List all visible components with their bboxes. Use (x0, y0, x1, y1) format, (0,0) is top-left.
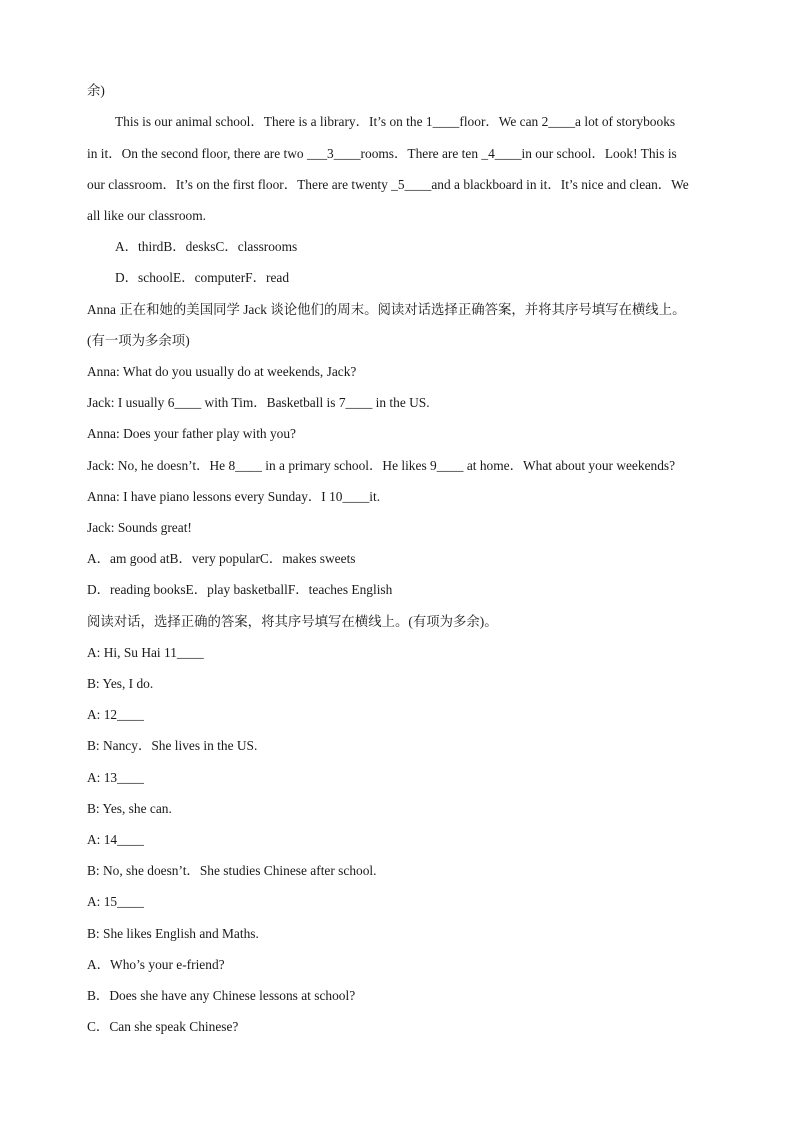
passage-line: This is our animal school．There is a library．It’s on the 1____floor．We can 2____a lot of storybooks (115, 114, 676, 129)
option-line: A．Who’s your e-friend? (87, 957, 225, 972)
option-line: A．thirdB．desksC．classrooms (115, 239, 298, 254)
dialogue-line: Jack: No, he doesn’t．He 8____ in a primary school．He likes 9____ at home．What about your weekends? (87, 458, 676, 473)
dialogue-line: Anna: I have piano lessons every Sunday．I 10____it. (87, 489, 381, 504)
dialogue-line: A: 14____ (87, 832, 144, 847)
dialogue-line: Anna: What do you usually do at weekends, Jack? (87, 364, 357, 379)
option-line: D．schoolE．computerF．read (115, 270, 290, 285)
dialogue-line: B: Yes, I do. (87, 676, 154, 691)
passage-line: our classroom．It’s on the first floor．There are twenty _5____and a blackboard in it．It’s nice and clean．We (87, 177, 689, 192)
dialogue-line: A: Hi, Su Hai 11____ (87, 645, 204, 660)
option-line: D．reading booksE．play basketballF．teaches English (87, 582, 393, 597)
dialogue-line: A: 13____ (87, 770, 144, 785)
instruction-line: 阅读对话，选择正确的答案，将其序号填写在横线上。(有项为多余)。 (87, 614, 498, 629)
option-line: A．am good atB．very popularC．makes sweets (87, 551, 356, 566)
dialogue-line: B: She likes English and Maths. (87, 926, 259, 941)
dialogue-line: A: 15____ (87, 894, 144, 909)
dialogue-line: B: No, she doesn’t．She studies Chinese after school. (87, 863, 377, 878)
option-line: C．Can she speak Chinese? (87, 1019, 239, 1034)
passage-line: all like our classroom. (87, 208, 206, 223)
option-line: B．Does she have any Chinese lessons at school? (87, 988, 356, 1003)
dialogue-line: B: Yes, she can. (87, 801, 172, 816)
dialogue-line: B: Nancy．She lives in the US. (87, 738, 258, 753)
dialogue-line: Anna: Does your father play with you? (87, 426, 296, 441)
dialogue-line: Jack: I usually 6____ with Tim．Basketball is 7____ in the US. (87, 395, 430, 410)
instruction-line: (有一项为多余项) (87, 333, 190, 348)
dialogue-line: A: 12____ (87, 707, 144, 722)
text-line: 余) (87, 83, 105, 98)
instruction-line: Anna 正在和她的美国同学 Jack 谈论他们的周末。阅读对话选择正确答案，并将其序号填写在横线上。 (87, 302, 686, 317)
dialogue-line: Jack: Sounds great! (87, 520, 192, 535)
passage-line: in it．On the second floor, there are two ___3____rooms．There are ten _4____in our school．Look! This is (87, 146, 677, 161)
